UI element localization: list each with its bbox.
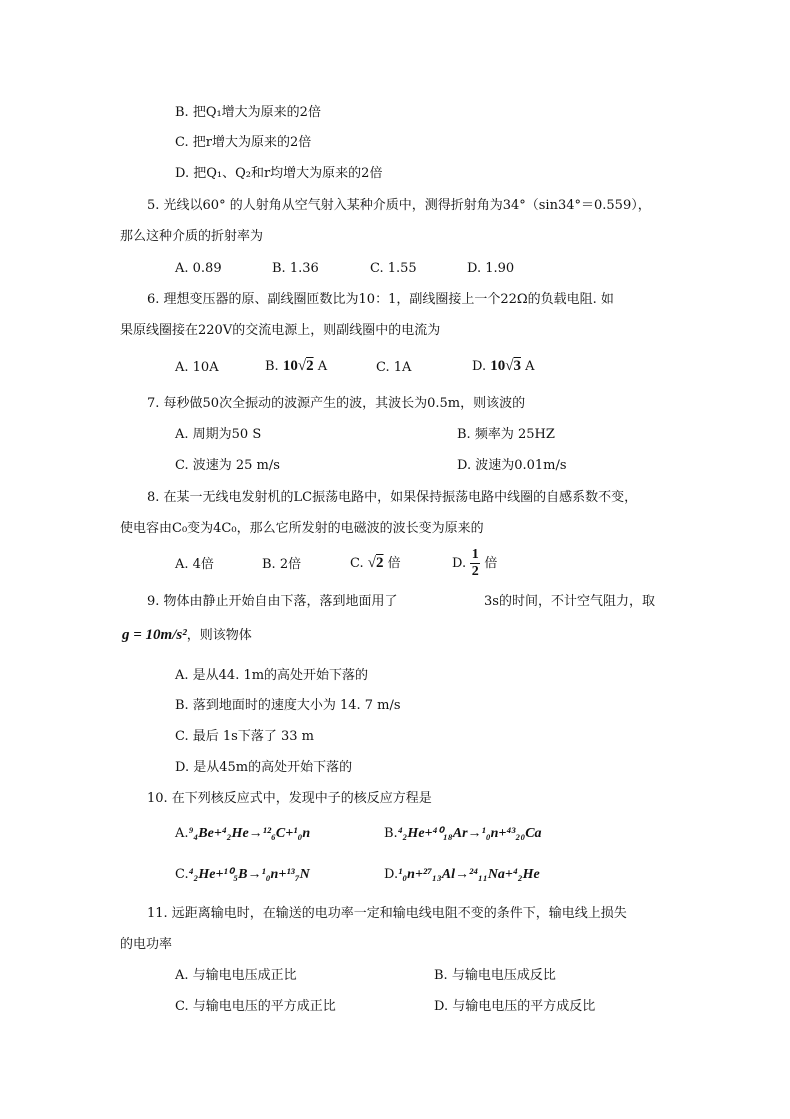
q8-d-unit: 倍 [484,556,498,571]
q9-stem-line2 [122,626,252,645]
q5-option-b: B. 1.36 [272,261,319,276]
q9-option-d: D. 是从45m的高处开始下落的 [175,760,353,775]
q6-d-prefix: D. [472,359,487,374]
q8-d-fraction [470,548,480,579]
q8-c-radicand: 2 [376,555,384,571]
q8-option-c [350,554,401,573]
q6-stem-line1: 6. 理想变压器的原、副线圈匝数比为10：1，副线圈接上一个22Ω的负载电阻. 如 [147,292,614,307]
q7-option-b: B. 频率为 25HZ [457,427,555,442]
q8-stem-line2: 使电容由C₀变为4C₀，那么它所发射的电磁波的波长变为原来的 [120,521,484,536]
q10-option-c [175,866,310,884]
q8-option-d [452,548,497,579]
q5-option-d: D. 1.90 [467,261,515,276]
q6-option-b [265,357,327,376]
q11-option-c: C. 与输电电压的平方成正比 [175,999,336,1014]
q8-c-prefix: C. [350,556,364,571]
q8-c-radical-expression: √2 [367,555,384,571]
q6-option-a: A. 10A [175,360,219,375]
q8-option-a: A. 4倍 [175,557,214,572]
q10-d-equation: ¹₀n+²⁷₁₃Al→²⁴₁₁Na+⁴₂He [398,867,540,882]
q10-d-prefix: D. [384,867,399,882]
q4-option-d: D. 把Q₁、Q₂和r均增大为原来的2倍 [175,166,383,181]
q11-option-d: D. 与输电电压的平方成反比 [434,999,596,1014]
q11-stem-line2: 的电功率 [120,937,173,952]
q6-d-coef: 10 [490,358,506,374]
q10-option-d [384,866,540,884]
q8-d-prefix: D. [452,556,467,571]
q8-stem-line1: 8. 在某一无线电发射机的LC振荡电路中，如果保持振荡电路中线圈的自感系数不变， [147,490,638,505]
q11-stem-line1: 11. 远距离输电时，在输送的电功率一定和输电线电阻不变的条件下，输电线上损失 [147,906,627,921]
q6-d-unit: A [525,359,535,374]
q7-stem: 7. 每秒做50次全振动的波源产生的波，其波长为0.5m，则该波的 [147,396,526,411]
q6-b-coef: 10 [282,358,298,374]
q5-stem-line1: 5. 光线以60° 的人射角从空气射入某种介质中，测得折射角为34°（sin34°＝0.559）， [147,198,651,213]
q9-option-a: A. 是从44. 1m的高处开始下落的 [175,668,369,683]
q9-stem-line2-suffix: ，则该物体 [186,628,252,643]
q6-b-prefix: B. [265,359,279,374]
q4-option-c: C. 把r增大为原来的2倍 [175,135,312,150]
q6-stem-line2: 果原线圈接在220V的交流电源上，则副线圈中的电流为 [120,323,441,338]
q8-option-b: B. 2倍 [262,557,302,572]
q6-b-radicand: 2 [306,358,314,374]
q6-d-radicand: 3 [513,358,521,374]
q4-option-b: B. 把Q₁增大为原来的2倍 [175,105,321,120]
q6-option-c: C. 1A [376,360,412,375]
q6-b-radical-expression: 10√2 [282,358,314,374]
q6-b-unit: A [317,359,328,374]
q8-d-denominator: 2 [471,564,479,579]
q8-c-unit: 倍 [387,556,401,571]
q11-option-a: A. 与输电电压成正比 [175,968,297,983]
q10-c-prefix: C. [175,867,189,882]
q7-option-d: D. 波速为0.01m/s [457,458,567,473]
q7-option-a: A. 周期为50 S [175,427,262,442]
q7-option-c: C. 波速为 25 m/s [175,458,280,473]
q10-stem: 10. 在下列核反应式中，发现中子的核反应方程是 [147,791,432,806]
q10-a-prefix: A. [175,826,189,841]
q9-stem-line1a: 9. 物体由静止开始自由下落，落到地面用了 [147,594,398,609]
q10-a-equation: ⁹₄Be+⁴₂He→¹²₆C+¹₀n [188,826,311,841]
q9-stem-line1b: 3s的时间，不计空气阻力，取 [484,594,655,609]
q10-option-a [175,825,310,843]
q5-option-a: A. 0.89 [175,261,222,276]
q9-option-b: B. 落到地面时的速度大小为 14. 7 m/s [175,698,401,713]
q9-option-c: C. 最后 1s下落了 33 m [175,729,314,744]
q5-stem-line2: 那么这种介质的折射率为 [120,229,264,244]
q9-g-expression: g = 10m/s² [122,627,187,643]
q10-option-b [384,825,542,843]
q10-c-equation: ⁴₂He+¹⁰₅B→¹₀n+¹³₇N [188,867,310,882]
q10-b-equation: ⁴₂He+⁴⁰₁₈Ar→¹₀n+⁴³₂₀Ca [397,826,542,841]
q10-b-prefix: B. [384,826,398,841]
q8-d-numerator: 1 [471,547,479,562]
q11-option-b: B. 与输电电压成反比 [434,968,556,983]
q5-option-c: C. 1.55 [370,261,417,276]
q6-option-d [472,357,535,376]
q6-d-radical-expression: 10√3 [490,358,521,374]
